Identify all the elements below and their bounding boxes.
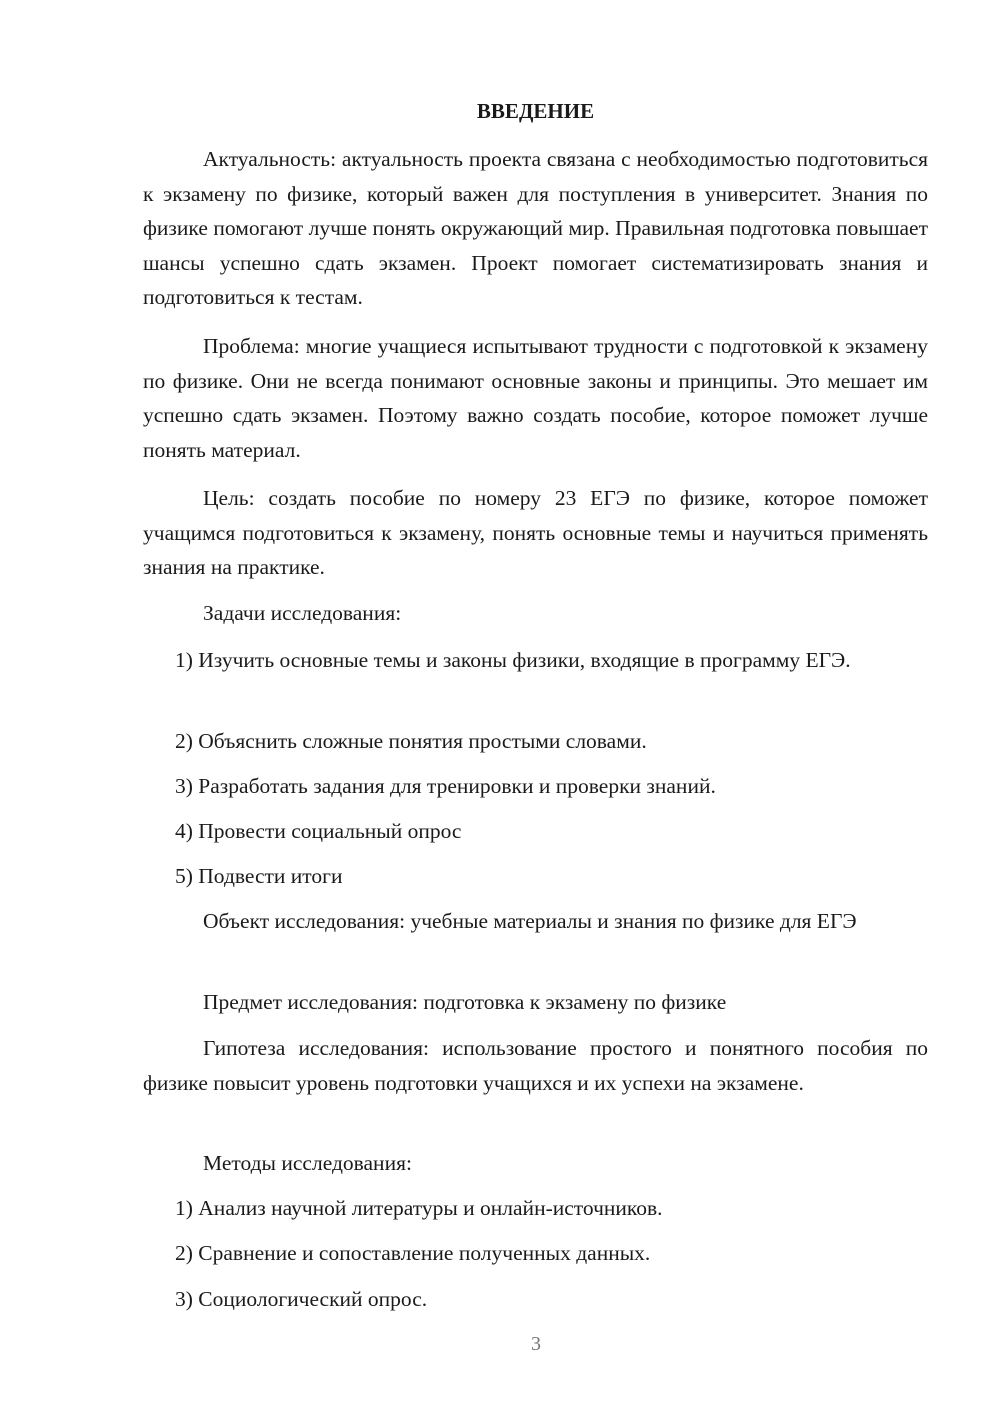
page-number: 3	[531, 1333, 541, 1355]
task-item	[143, 769, 928, 804]
tasks-heading-paragraph	[143, 596, 928, 631]
subject-paragraph	[143, 985, 928, 1020]
hypothesis-text: Гипотеза исследования: использование простого и понятного пособия по физике повысит уровень подготовки учащихся и их успехи на экзамене.	[143, 1036, 928, 1095]
task-item-2: 2) Объяснить сложные понятия простыми словами.	[175, 729, 647, 753]
object-paragraph	[143, 904, 928, 939]
relevance-paragraph	[143, 142, 928, 315]
object-text: Объект исследования: учебные материалы и знания по физике для ЕГЭ	[203, 909, 857, 933]
task-item	[143, 859, 928, 894]
method-item	[143, 1191, 928, 1226]
goal-text: Цель: создать пособие по номеру 23 ЕГЭ по физике, которое поможет учащимся подготовиться к экзамену, понять основные темы и научиться применять знания на практике.	[143, 486, 928, 580]
task-item	[143, 643, 928, 678]
goal-paragraph	[143, 481, 928, 585]
method-item-1: 1) Анализ научной литературы и онлайн-источников.	[175, 1196, 663, 1220]
page-title: ВВЕДЕНИЕ	[476, 99, 595, 123]
relevance-text: Актуальность: актуальность проекта связана с необходимостью подготовиться к экзамену по физике, который важен для поступления в университет. Знания по физике помогают лучше понять окружающий мир. Правильная подготовка повышает шансы успешно сдать экзамен. Проект помогает систематизировать знания и подготовиться к тестам.	[143, 147, 928, 310]
method-item	[143, 1236, 928, 1271]
task-item-3: 3) Разработать задания для тренировки и проверки знаний.	[175, 774, 716, 798]
tasks-heading: Задачи исследования:	[203, 601, 402, 625]
method-item-2: 2) Сравнение и сопоставление полученных данных.	[175, 1241, 651, 1265]
subject-text: Предмет исследования: подготовка к экзамену по физике	[203, 990, 727, 1014]
task-item-4: 4) Провести социальный опрос	[175, 819, 462, 843]
task-item	[143, 814, 928, 849]
hypothesis-paragraph	[143, 1031, 928, 1100]
task-item-5: 5) Подвести итоги	[175, 864, 343, 888]
problem-text: Проблема: многие учащиеся испытывают трудности с подготовкой к экзамену по физике. Они не всегда понимают основные законы и принципы. Это мешает им успешно сдать экзамен. Поэтому важно создать пособие, которое поможет лучше понять материал.	[143, 334, 928, 462]
methods-heading: Методы исследования:	[203, 1151, 412, 1175]
task-item	[143, 724, 928, 759]
problem-paragraph	[143, 329, 928, 467]
task-item-1: 1) Изучить основные темы и законы физики, входящие в программу ЕГЭ.	[175, 648, 851, 672]
method-item	[143, 1282, 928, 1317]
method-item-3: 3) Социологический опрос.	[175, 1287, 428, 1311]
methods-heading-paragraph	[143, 1146, 928, 1181]
